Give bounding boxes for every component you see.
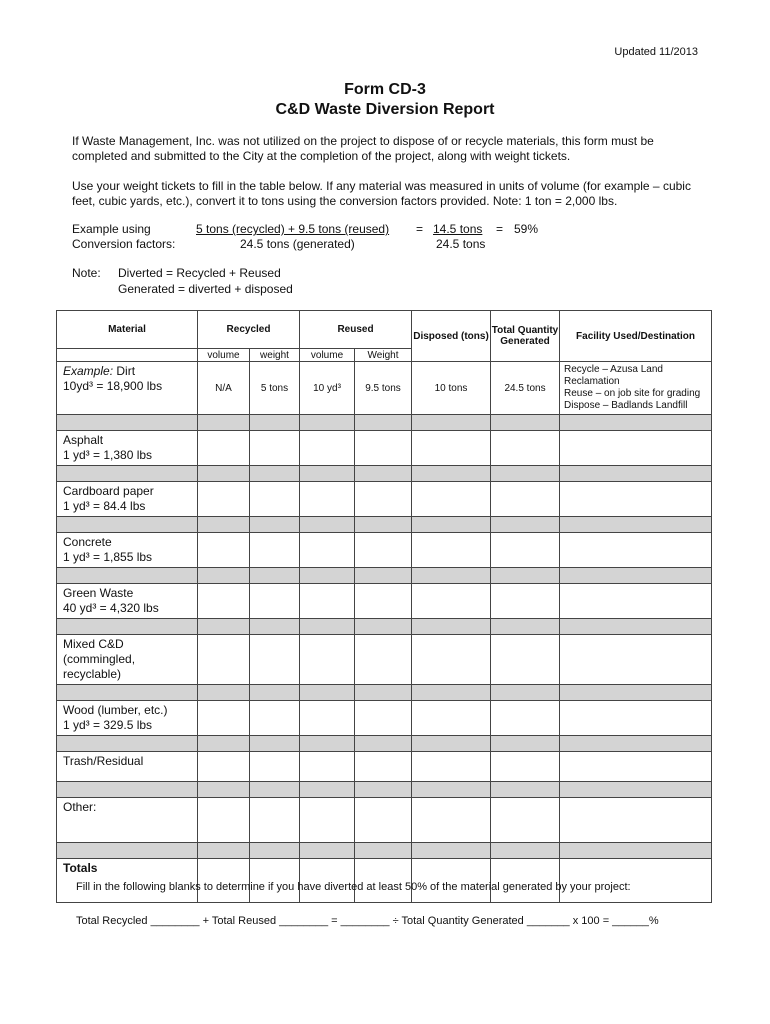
separator-cell xyxy=(250,736,300,752)
separator-cell xyxy=(300,843,355,859)
separator-cell xyxy=(491,517,560,533)
example-disposed: 10 tons xyxy=(412,362,491,415)
separator-cell xyxy=(300,415,355,431)
header-facility: Facility Used/Destination xyxy=(560,311,712,362)
example-reu-weight: 9.5 tons xyxy=(355,362,412,415)
example-reu-volume: 10 yd³ xyxy=(300,362,355,415)
entry-cell[interactable] xyxy=(198,701,250,736)
entry-cell[interactable] xyxy=(355,431,412,466)
separator-cell xyxy=(57,619,198,635)
shaded-separator-row xyxy=(57,619,712,635)
separator-cell xyxy=(198,685,250,701)
separator-cell xyxy=(300,466,355,482)
entry-cell[interactable] xyxy=(355,635,412,685)
shaded-separator-row xyxy=(57,415,712,431)
separator-cell xyxy=(355,466,412,482)
separator-cell xyxy=(412,466,491,482)
material-name-cell xyxy=(57,798,198,843)
separator-cell xyxy=(412,415,491,431)
conversion-label: Conversion factors: xyxy=(72,237,176,251)
separator-cell xyxy=(491,782,560,798)
updated-date: Updated 11/2013 xyxy=(614,46,698,58)
separator-cell xyxy=(412,782,491,798)
material-line1: Green Waste xyxy=(63,586,134,600)
separator-cell xyxy=(250,415,300,431)
entry-cell[interactable] xyxy=(412,635,491,685)
material-name-cell xyxy=(57,431,198,466)
entry-cell[interactable] xyxy=(355,701,412,736)
separator-cell xyxy=(300,782,355,798)
separator-cell xyxy=(57,843,198,859)
entry-cell[interactable] xyxy=(491,533,560,568)
separator-cell xyxy=(355,568,412,584)
example-denominator: 24.5 tons (generated) xyxy=(240,237,355,251)
note-label: Note: xyxy=(72,266,101,280)
entry-cell[interactable] xyxy=(560,533,712,568)
entry-cell[interactable] xyxy=(250,752,300,782)
material-row xyxy=(57,584,712,619)
material-row xyxy=(57,635,712,685)
separator-cell xyxy=(412,843,491,859)
example-tag: Example: xyxy=(63,364,114,378)
separator-cell xyxy=(491,466,560,482)
example-rec-volume: N/A xyxy=(198,362,250,415)
material-row xyxy=(57,533,712,568)
separator-cell xyxy=(560,415,712,431)
entry-cell[interactable] xyxy=(300,798,355,843)
separator-cell xyxy=(491,736,560,752)
material-name-cell xyxy=(57,584,198,619)
entry-cell[interactable] xyxy=(355,533,412,568)
separator-cell xyxy=(560,843,712,859)
separator-cell xyxy=(57,466,198,482)
separator-cell xyxy=(300,517,355,533)
separator-cell xyxy=(250,782,300,798)
example-material-name: Dirt xyxy=(116,364,136,378)
separator-cell xyxy=(250,466,300,482)
separator-cell xyxy=(250,568,300,584)
separator-cell xyxy=(560,685,712,701)
shaded-separator-row xyxy=(57,466,712,482)
header-total: Total Quantity Generated xyxy=(491,311,560,362)
entry-cell[interactable] xyxy=(198,482,250,517)
entry-cell[interactable] xyxy=(560,482,712,517)
note-line2: Generated = diverted + disposed xyxy=(118,282,293,296)
separator-cell xyxy=(355,517,412,533)
separator-cell xyxy=(491,685,560,701)
separator-cell xyxy=(491,415,560,431)
entry-cell[interactable] xyxy=(300,431,355,466)
material-line1: Asphalt xyxy=(63,433,104,447)
material-row xyxy=(57,431,712,466)
separator-cell xyxy=(355,685,412,701)
entry-cell[interactable] xyxy=(560,431,712,466)
entry-cell[interactable] xyxy=(491,635,560,685)
result-denominator: 24.5 tons xyxy=(436,237,486,251)
separator-cell xyxy=(491,843,560,859)
subheader-reu-volume: volume xyxy=(300,349,355,362)
header-disposed: Disposed (tons) xyxy=(412,311,491,362)
separator-cell xyxy=(57,736,198,752)
separator-cell xyxy=(560,736,712,752)
header-reused: Reused xyxy=(300,311,412,349)
example-conversion: 10yd³ = 18,900 lbs xyxy=(63,379,163,393)
entry-cell[interactable] xyxy=(250,482,300,517)
entry-cell[interactable] xyxy=(250,701,300,736)
page-title xyxy=(0,80,770,120)
separator-cell xyxy=(300,736,355,752)
entry-cell[interactable] xyxy=(412,752,491,782)
shaded-separator-row xyxy=(57,782,712,798)
entry-cell[interactable] xyxy=(491,701,560,736)
separator-cell xyxy=(560,466,712,482)
instructions-text: Use your weight tickets to fill in the table below. If any material was measured in units of volume (for example – cubic feet, cubic yards, etc.), convert it to tons using the conversion factors provided. Note: 1 ton = 2,000 lbs. xyxy=(72,179,691,208)
material-line1: Mixed C&D xyxy=(63,637,124,651)
header-recycled: Recycled xyxy=(198,311,300,349)
entry-cell[interactable] xyxy=(250,431,300,466)
separator-cell xyxy=(355,736,412,752)
separator-cell xyxy=(198,517,250,533)
entry-cell[interactable] xyxy=(560,635,712,685)
entry-cell[interactable] xyxy=(198,533,250,568)
entry-cell[interactable] xyxy=(491,431,560,466)
separator-cell xyxy=(57,685,198,701)
form-number: Form CD-3 xyxy=(344,81,426,98)
material-line2: 1 yd³ = 329.5 lbs xyxy=(63,718,153,732)
table-header-row xyxy=(57,311,712,349)
separator-cell xyxy=(300,568,355,584)
footer-formula: Total Recycled ________ + Total Reused ________ = ________ ÷ Total Quantity Generated _______ x 100 = ______% xyxy=(76,915,659,927)
entry-cell[interactable] xyxy=(491,482,560,517)
separator-cell xyxy=(412,736,491,752)
entry-cell[interactable] xyxy=(300,482,355,517)
shaded-separator-row xyxy=(57,568,712,584)
entry-cell[interactable] xyxy=(198,431,250,466)
entry-cell[interactable] xyxy=(491,798,560,843)
equals-sign-2: = xyxy=(496,222,504,236)
separator-cell xyxy=(57,415,198,431)
entry-cell[interactable] xyxy=(250,533,300,568)
subheader-reu-weight: Weight xyxy=(355,349,412,362)
material-line1: Trash/Residual xyxy=(63,754,144,768)
result-numerator: 14.5 tons xyxy=(433,222,483,236)
entry-cell[interactable] xyxy=(300,635,355,685)
entry-cell[interactable] xyxy=(300,701,355,736)
separator-cell xyxy=(355,415,412,431)
entry-cell[interactable] xyxy=(412,798,491,843)
entry-cell[interactable] xyxy=(491,584,560,619)
entry-cell[interactable] xyxy=(412,533,491,568)
separator-cell xyxy=(198,736,250,752)
separator-cell xyxy=(412,685,491,701)
entry-cell[interactable] xyxy=(198,635,250,685)
separator-cell xyxy=(355,843,412,859)
material-line2: 40 yd³ = 4,320 lbs xyxy=(63,601,159,615)
waste-table xyxy=(56,310,712,903)
entry-cell[interactable] xyxy=(355,752,412,782)
entry-cell[interactable] xyxy=(560,701,712,736)
facility-reuse: Reuse – on job site for grading xyxy=(564,388,701,399)
entry-cell[interactable] xyxy=(560,798,712,843)
material-name-cell xyxy=(57,533,198,568)
entry-cell[interactable] xyxy=(355,482,412,517)
material-line3: recyclable) xyxy=(63,667,122,681)
separator-cell xyxy=(198,843,250,859)
separator-cell xyxy=(491,568,560,584)
separator-cell xyxy=(57,782,198,798)
intro-text: If Waste Management, Inc. was not utilized on the project to dispose of or recycle materials, this form must be completed and submitted to the City at the completion of the project, along with weight tickets. xyxy=(72,134,654,163)
separator-cell xyxy=(57,568,198,584)
shaded-separator-row xyxy=(57,517,712,533)
separator-cell xyxy=(250,619,300,635)
material-line2: 1 yd³ = 84.4 lbs xyxy=(63,499,146,513)
material-line2: 1 yd³ = 1,855 lbs xyxy=(63,550,153,564)
separator-cell xyxy=(198,466,250,482)
entry-cell[interactable] xyxy=(412,482,491,517)
separator-cell xyxy=(560,619,712,635)
separator-cell xyxy=(198,619,250,635)
material-row xyxy=(57,482,712,517)
separator-cell xyxy=(412,568,491,584)
example-material xyxy=(57,362,198,415)
material-row xyxy=(57,752,712,782)
entry-cell[interactable] xyxy=(250,798,300,843)
separator-cell xyxy=(250,685,300,701)
entry-cell[interactable] xyxy=(250,635,300,685)
subheader-blank xyxy=(57,349,198,362)
material-name-cell xyxy=(57,701,198,736)
entry-cell[interactable] xyxy=(198,584,250,619)
example-label: Example using xyxy=(72,222,151,236)
material-name-cell xyxy=(57,635,198,685)
separator-cell xyxy=(250,843,300,859)
material-name-cell xyxy=(57,482,198,517)
footer-instruction: Fill in the following blanks to determine if you have diverted at least 50% of the material generated by your project: xyxy=(76,881,631,893)
header-material: Material xyxy=(57,311,198,349)
material-row xyxy=(57,798,712,843)
facility-dispose: Dispose – Badlands Landfill xyxy=(564,400,688,411)
separator-cell xyxy=(355,782,412,798)
separator-cell xyxy=(250,517,300,533)
separator-cell xyxy=(560,568,712,584)
separator-cell xyxy=(57,517,198,533)
shaded-separator-row xyxy=(57,685,712,701)
example-percent: 59% xyxy=(514,222,539,236)
entry-cell[interactable] xyxy=(300,752,355,782)
entry-cell[interactable] xyxy=(560,752,712,782)
equals-sign: = xyxy=(416,222,424,236)
subheader-rec-weight: weight xyxy=(250,349,300,362)
material-name-cell xyxy=(57,752,198,782)
example-rec-weight: 5 tons xyxy=(250,362,300,415)
example-numerator: 5 tons (recycled) + 9.5 tons (reused) xyxy=(196,222,390,236)
entry-cell[interactable] xyxy=(355,584,412,619)
material-rows xyxy=(57,415,712,903)
entry-cell[interactable] xyxy=(198,752,250,782)
entry-cell[interactable] xyxy=(300,584,355,619)
separator-cell xyxy=(412,517,491,533)
separator-cell xyxy=(412,619,491,635)
separator-cell xyxy=(560,782,712,798)
separator-cell xyxy=(198,782,250,798)
material-line1: Concrete xyxy=(63,535,112,549)
entry-cell[interactable] xyxy=(355,798,412,843)
entry-cell[interactable] xyxy=(412,701,491,736)
separator-cell xyxy=(198,415,250,431)
material-line1: Cardboard paper xyxy=(63,484,154,498)
material-line2: 1 yd³ = 1,380 lbs xyxy=(63,448,153,462)
separator-cell xyxy=(198,568,250,584)
subheader-rec-volume: volume xyxy=(198,349,250,362)
shaded-separator-row xyxy=(57,843,712,859)
note-line1: Diverted = Recycled + Reused xyxy=(118,266,281,280)
form-title: C&D Waste Diversion Report xyxy=(275,101,495,118)
entry-cell[interactable] xyxy=(560,584,712,619)
example-row xyxy=(57,362,712,415)
totals-label: Totals xyxy=(57,859,198,903)
entry-cell[interactable] xyxy=(198,798,250,843)
separator-cell xyxy=(300,619,355,635)
example-total: 24.5 tons xyxy=(491,362,560,415)
shaded-separator-row xyxy=(57,736,712,752)
separator-cell xyxy=(491,619,560,635)
material-row xyxy=(57,701,712,736)
facility-recycle: Recycle – Azusa Land Reclamation xyxy=(564,364,663,387)
separator-cell xyxy=(300,685,355,701)
separator-cell xyxy=(355,619,412,635)
material-line1: Other: xyxy=(63,800,97,814)
entry-cell[interactable] xyxy=(300,533,355,568)
separator-cell xyxy=(560,517,712,533)
entry-cell[interactable] xyxy=(491,752,560,782)
entry-cell[interactable] xyxy=(250,584,300,619)
entry-cell[interactable] xyxy=(412,431,491,466)
material-line2: (commingled, xyxy=(63,652,136,666)
entry-cell[interactable] xyxy=(412,584,491,619)
example-facility xyxy=(560,362,712,415)
material-line1: Wood (lumber, etc.) xyxy=(63,703,168,717)
